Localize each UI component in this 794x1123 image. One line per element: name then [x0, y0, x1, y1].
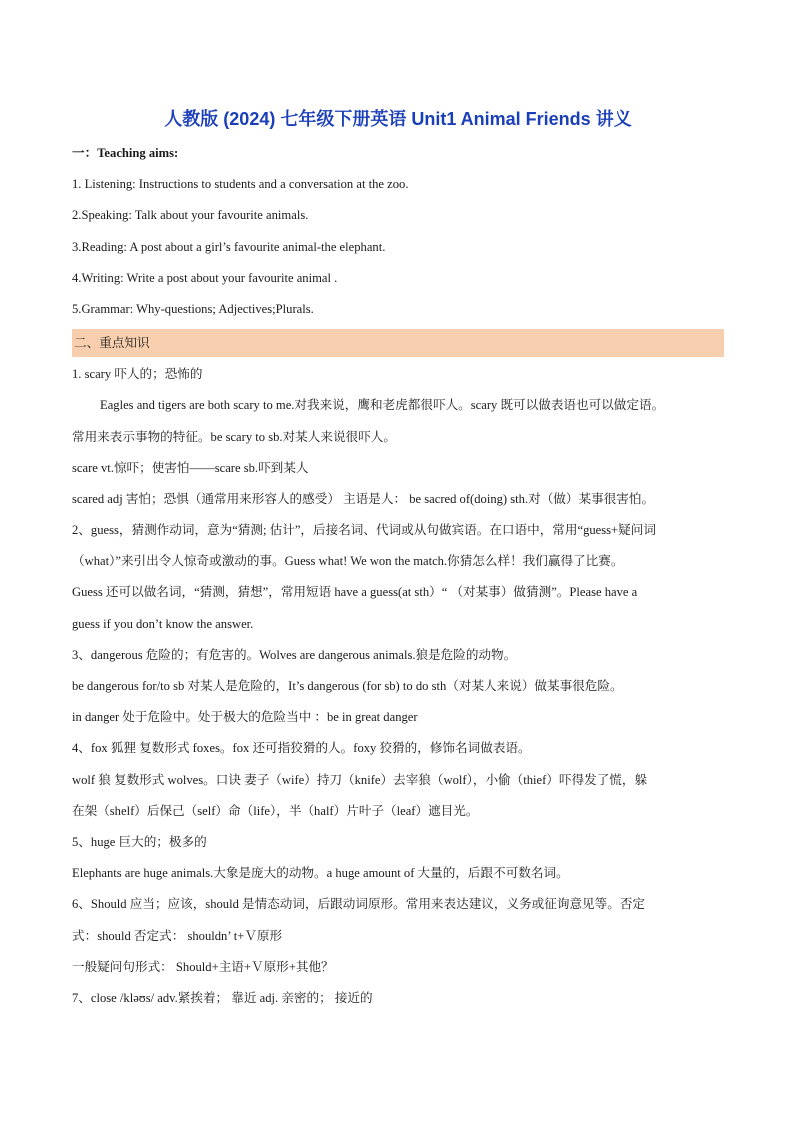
point-should-negative: 式：should 否定式： shouldn’ t+Ｖ原形	[72, 928, 283, 943]
aim-item-speaking: 2.Speaking: Talk about your favourite animals.	[72, 208, 309, 223]
point-scary-example: Eagles and tigers are both scary to me.对我来说，鹰和老虎都很吓人。scary 既可以做表语也可以做定语。	[100, 398, 665, 413]
point-close-heading: 7、close /kləʊs/ adv.紧挨着； 靠近 adj. 亲密的； 接近的	[72, 990, 373, 1005]
point-huge-heading: 5、huge 巨大的；极多的	[72, 834, 207, 849]
point-dangerous-heading: 3、dangerous 危险的；有危害的。Wolves are dangerous animals.狼是危险的动物。	[72, 647, 517, 662]
point-should-heading: 6、Should 应当；应该，should 是情态动词，后跟动词原形。常用来表达建议，义务或征询意见等。否定	[72, 897, 646, 912]
point-guess-example: （what）”来引出令人惊奇或激动的事。Guess what! We won the match.你猜怎么样！我们赢得了比赛。	[72, 554, 624, 569]
point-scary-usage: 常用来表示事物的特征。be scary to sb.对某人来说很吓人。	[72, 429, 396, 444]
point-fox-heading: 4、fox 狐狸 复数形式 foxes。fox 还可指狡猾的人。foxy 狡猾的，修饰名词做表语。	[72, 741, 531, 756]
point-wolf-rhyme-continued: 在架（shelf）后保己（self）命（life），半（half）片叶子（leaf）遮目光。	[72, 803, 479, 818]
point-scary-heading: 1. scary 吓人的；恐怖的	[72, 367, 203, 382]
aim-item-reading: 3.Reading: A post about a girl’s favourite animal-the elephant.	[72, 239, 386, 254]
point-dangerous-usage: be dangerous for/to sb 对某人是危险的，It’s dangerous (for sb) to do sth（对某人来说）做某事很危险。	[72, 679, 623, 693]
aim-item-listening: 1. Listening: Instructions to students and a conversation at the zoo.	[72, 177, 409, 192]
point-scare-verb: scare vt.惊吓；使害怕——scare sb.吓到某人	[72, 460, 309, 475]
point-should-question: 一般疑问句形式： Should+主语+Ｖ原形+其他？	[72, 959, 334, 974]
document-page	[72, 104, 724, 1014]
document-title: 人教版 (2024) 七年级下册英语 Unit1 Animal Friends 讲义	[164, 109, 632, 129]
aim-item-grammar: 5.Grammar: Why-questions; Adjectives;Plurals.	[72, 301, 314, 316]
section-heading-key-points: 二、重点知识	[72, 329, 724, 357]
aims-heading: 一：Teaching aims:	[72, 146, 179, 160]
aim-item-writing: 4.Writing: Write a post about your favourite animal .	[72, 270, 338, 285]
point-in-danger: in danger 处于危险中。处于极大的危险当中 ：be in great danger	[72, 710, 418, 725]
point-guess-verb: 2、guess，猜测作动词，意为“猜测; 估计”，后接名词、代词或从句做宾语。在口语中，常用“guess+疑问词	[72, 523, 656, 538]
point-huge-example: Elephants are huge animals.大象是庞大的动物。a huge amount of 大量的，后跟不可数名词。	[72, 866, 569, 881]
point-guess-noun-example: guess if you don’t know the answer.	[72, 616, 254, 631]
point-guess-noun: Guess 还可以做名词，“猜测，猜想”，常用短语 have a guess(at sth）“ （对某事）做猜测”。Please have a	[72, 585, 638, 600]
point-scared-adj: scared adj 害怕；恐惧（通常用来形容人的感受） 主语是人： be sacred of(doing) sth.对（做）某事很害怕。	[72, 491, 655, 506]
point-wolf-rhyme: wolf 狼 复数形式 wolves。口诀 妻子（wife）持刀（knife）去宰狼（wolf），小偷（thief）吓得发了慌，躲	[72, 772, 648, 787]
